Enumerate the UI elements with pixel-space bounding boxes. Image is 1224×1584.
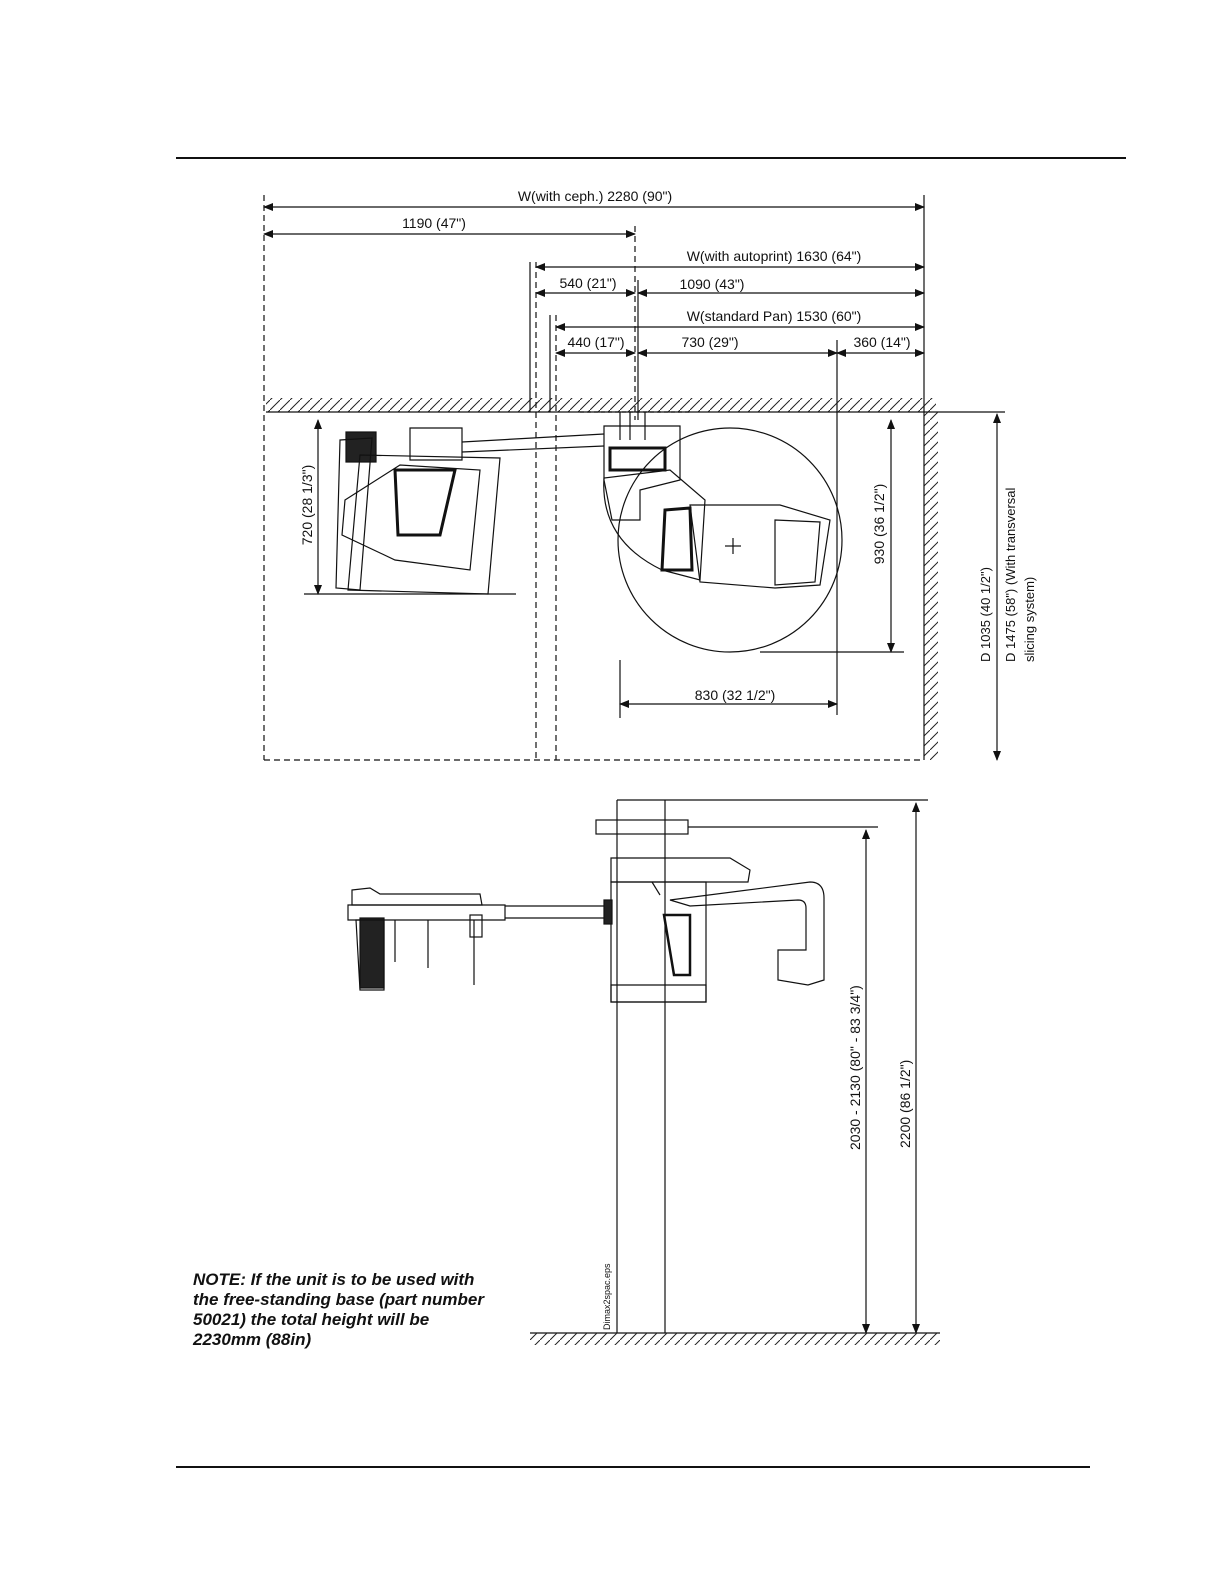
label-d-1035: D 1035 (40 1/2") [978, 567, 993, 662]
carriage [604, 858, 824, 1002]
cephalostat-top [336, 428, 604, 594]
ceph-arm-elevation [348, 888, 604, 990]
label-2200: 2200 (86 1/2") [897, 1059, 913, 1148]
installation-note [193, 1270, 493, 1350]
wall-right-hatch [924, 412, 938, 760]
pan-unit-top [580, 412, 842, 652]
label-1190: 1190 (47") [402, 215, 466, 231]
note-lead: NOTE: [193, 1270, 246, 1289]
label-1090: 1090 (43") [679, 276, 745, 292]
note-text: If the unit is to be used with the free-standing base (part number 50021) the total height will be 2230mm (88in) [193, 1270, 484, 1349]
label-360: 360 (14") [853, 334, 911, 350]
label-930: 930 (36 1/2") [871, 483, 887, 565]
label-w-autoprint: W(with autoprint) 1630 (64") [686, 248, 862, 264]
label-720: 720 (28 1/3") [299, 464, 315, 546]
label-2030: 2030 - 2130 (80" - 83 3/4") [847, 985, 863, 1150]
file-label: Dimax2spac.eps [602, 1263, 612, 1330]
top-bracket [596, 820, 688, 834]
label-w-standard-pan: W(standard Pan) 1530 (60") [686, 308, 862, 324]
plan-view [264, 195, 1005, 760]
label-830: 830 (32 1/2") [694, 687, 776, 703]
label-730: 730 (29") [681, 334, 739, 350]
wall-top-hatch [266, 398, 936, 412]
label-540: 540 (21") [559, 275, 617, 291]
label-440: 440 (17") [567, 334, 625, 350]
label-w-ceph: W(with ceph.) 2280 (90") [517, 188, 673, 204]
label-d-1475-cont: slicing system) [1022, 576, 1037, 662]
floor-hatch [530, 1333, 940, 1345]
label-d-1475: D 1475 (58") (With transversal [1003, 487, 1018, 662]
